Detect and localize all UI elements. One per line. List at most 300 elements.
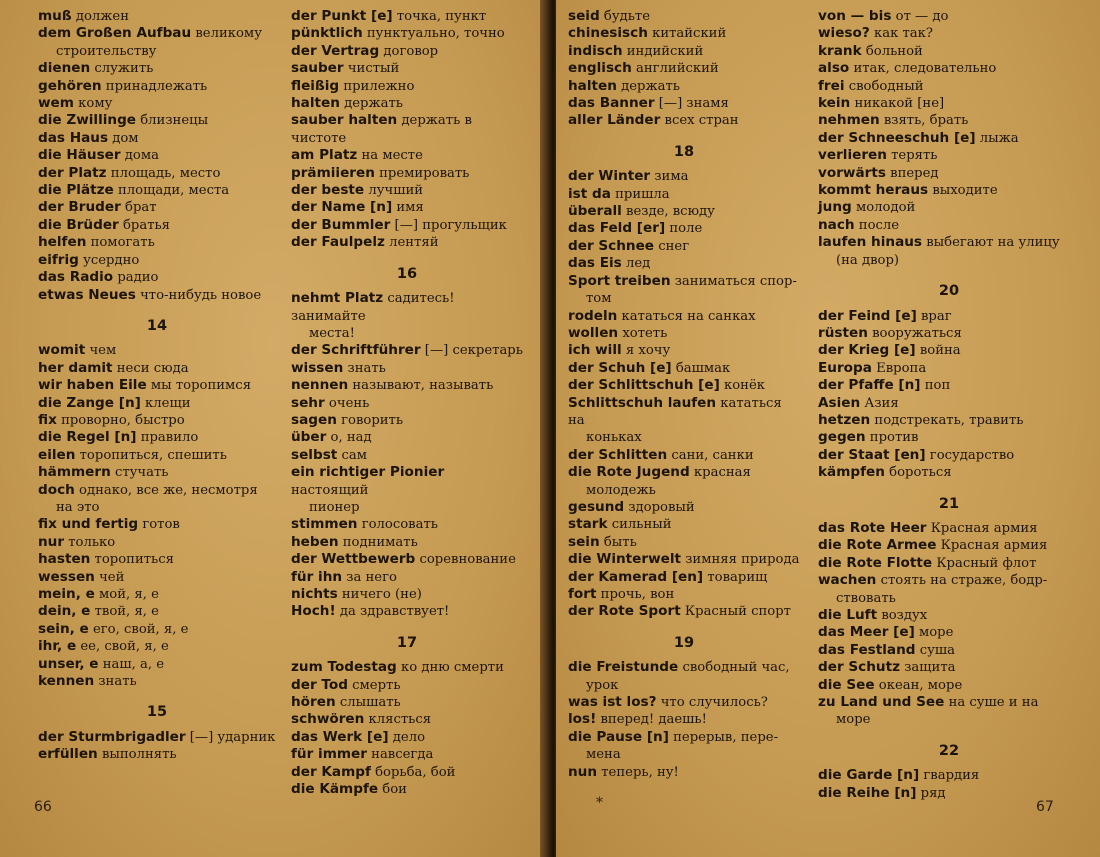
german-term: der Wettbewerb	[291, 551, 416, 568]
german-term: der Bruder	[38, 199, 121, 216]
russian-translation: что-нибудь новое	[140, 287, 262, 303]
german-term: sein, e	[38, 620, 89, 637]
german-term: halten	[291, 95, 340, 112]
vocab-entry	[291, 395, 523, 412]
russian-translation: государство	[929, 447, 1015, 463]
vocab-entry	[38, 360, 276, 377]
russian-translation: держать в чистоте	[291, 113, 477, 146]
vocab-entry	[291, 43, 523, 60]
page-number-right: 67	[1036, 799, 1054, 815]
vocab-entry	[291, 60, 523, 77]
russian-translation: имя	[396, 200, 424, 216]
german-term: die Brüder	[38, 216, 119, 233]
german-term: rodeln	[568, 307, 618, 324]
section-heading: 21	[938, 495, 960, 512]
vocab-entry	[568, 729, 800, 764]
german-term: wem	[38, 95, 74, 112]
german-term: wissen	[291, 359, 344, 376]
german-term: laufen hinaus	[818, 234, 923, 251]
german-term: stimmen	[291, 516, 358, 533]
russian-translation: наш, а, е	[102, 656, 165, 672]
vocab-entry	[568, 95, 800, 112]
vocab-entry	[38, 673, 276, 690]
german-term: fix und fertig	[38, 516, 139, 533]
translation-continuation: ствовать	[836, 590, 896, 606]
russian-translation: чем	[89, 343, 117, 359]
german-term: der Tod	[291, 676, 348, 693]
russian-translation: выбегают на улицу	[926, 235, 1060, 251]
german-term: sein	[568, 533, 600, 550]
german-term: verlieren	[818, 147, 887, 164]
german-term: der Staat [en]	[818, 446, 926, 463]
vocab-entry	[568, 711, 800, 728]
german-term: von — bis	[818, 8, 892, 24]
russian-translation: прочь, вон	[600, 587, 675, 602]
vocab-entry	[818, 43, 1080, 60]
russian-translation: дело	[392, 729, 426, 745]
vocab-entry	[568, 360, 800, 377]
german-term: erfüllen	[38, 746, 98, 763]
german-term: die Garde [n]	[818, 767, 920, 784]
vocab-entry	[818, 572, 1080, 607]
russian-translation: Азия	[864, 395, 899, 411]
russian-translation: поднимать	[342, 534, 418, 550]
vocab-entry	[291, 586, 523, 603]
russian-translation: служить	[94, 61, 154, 77]
vocab-entry	[568, 203, 800, 220]
translation-continuation: (на двор)	[836, 252, 900, 268]
german-term: gehören	[38, 77, 102, 94]
vocab-entry	[38, 252, 276, 269]
german-term: ihr, e	[38, 638, 77, 655]
german-term: nehmt Platz	[291, 290, 384, 307]
vocab-entry	[818, 659, 1080, 676]
russian-translation: хотеть	[622, 325, 668, 341]
russian-translation: на месте	[361, 148, 423, 164]
vocab-entry	[38, 412, 276, 429]
vocab-entry	[291, 182, 523, 199]
russian-translation: враг	[921, 308, 952, 324]
german-term: dienen	[38, 60, 91, 77]
german-term: wieso?	[818, 25, 870, 42]
german-term: am Platz	[291, 147, 358, 164]
vocab-entry	[818, 642, 1080, 659]
vocab-entry	[38, 621, 276, 638]
german-term: also	[818, 60, 850, 77]
russian-translation: лед	[625, 256, 651, 272]
german-term: indisch	[568, 42, 623, 59]
russian-translation: Красный флот	[936, 555, 1037, 571]
russian-translation: кататься на санках	[621, 308, 756, 324]
russian-translation: площадь, место	[110, 165, 221, 181]
vocab-entry	[568, 112, 800, 129]
vocab-entry	[291, 412, 523, 429]
russian-translation: проворно, быстро	[61, 412, 185, 428]
vocab-entry	[38, 287, 276, 304]
russian-translation: прилежно	[343, 78, 415, 94]
vocab-entry	[291, 165, 523, 182]
vocab-entry	[568, 464, 800, 499]
german-term: der Schneeschuh [e]	[818, 129, 976, 146]
russian-translation: твой, я, е	[94, 604, 159, 620]
vocab-entry	[38, 395, 276, 412]
vocab-entry	[38, 482, 276, 517]
vocab-entry	[568, 43, 800, 60]
russian-translation: пунктуально, точно	[366, 26, 505, 42]
vocab-entry	[38, 586, 276, 603]
russian-translation: пришла	[615, 186, 670, 202]
german-term: die Plätze	[38, 182, 114, 199]
vocab-entry	[818, 95, 1080, 112]
german-term: ein richtiger Pionier	[291, 464, 445, 481]
german-term: zu Land und See	[818, 694, 945, 711]
russian-translation: мой, я, е	[99, 587, 159, 602]
vocab-entry	[818, 555, 1080, 572]
russian-translation: лыжа	[979, 130, 1019, 146]
vocab-entry	[291, 25, 523, 42]
vocab-entry	[568, 8, 800, 25]
german-term: der Name [n]	[291, 199, 393, 216]
vocab-entry	[818, 112, 1080, 129]
german-term: die Freistunde	[568, 659, 679, 676]
vocab-entry	[818, 325, 1080, 342]
german-term: der Schlittschuh [e]	[568, 377, 720, 394]
german-term: englisch	[568, 60, 632, 77]
german-term: hetzen	[818, 411, 871, 428]
vocab-entry	[818, 624, 1080, 641]
russian-translation: Красная армия	[930, 520, 1038, 536]
russian-translation: поп	[924, 378, 951, 394]
russian-translation: чей	[99, 569, 125, 585]
russian-translation: его, свой, я, е	[92, 621, 189, 637]
russian-translation: перерыв, пере-	[673, 729, 779, 745]
vocab-entry	[291, 360, 523, 377]
russian-translation: площади, места	[117, 183, 230, 199]
russian-translation: знать	[347, 360, 386, 376]
german-term: sauber halten	[291, 112, 398, 129]
german-term: die Regel [n]	[38, 429, 137, 446]
german-term: muß	[38, 8, 72, 24]
russian-translation: индийский	[626, 43, 704, 59]
vocab-entry	[818, 537, 1080, 554]
russian-translation: взять, брать	[883, 113, 969, 129]
german-term: die See	[818, 676, 875, 693]
russian-translation: договор	[383, 43, 439, 59]
german-term: Europa	[818, 359, 872, 376]
russian-translation: держать	[344, 96, 403, 112]
vocab-entry	[291, 377, 523, 394]
german-term: pünktlich	[291, 25, 363, 42]
vocab-entry	[818, 677, 1080, 694]
vocab-entry	[38, 182, 276, 199]
russian-translation: ряд	[920, 785, 946, 801]
russian-translation: стоять на страже, бодр-	[880, 573, 1048, 589]
russian-translation: Красный спорт	[684, 604, 791, 620]
russian-translation: что случилось?	[660, 695, 768, 711]
vocab-entry	[818, 520, 1080, 537]
vocab-entry	[818, 360, 1080, 377]
german-term: gegen	[818, 429, 866, 446]
german-term: der Bummler	[291, 216, 391, 233]
german-term: frei	[818, 77, 845, 94]
russian-translation: английский	[635, 61, 719, 77]
russian-translation: голосовать	[361, 517, 438, 533]
russian-translation: однако, все же, несмотря	[79, 482, 258, 498]
russian-translation: о, над	[330, 430, 372, 446]
german-term: das Festland	[818, 641, 916, 658]
russian-translation: как так?	[873, 26, 933, 42]
section-heading: 16	[396, 265, 418, 282]
vocab-entry	[291, 516, 523, 533]
vocab-entry	[291, 217, 523, 234]
russian-translation: ко дню смерти	[400, 660, 504, 676]
translation-continuation: том	[586, 291, 612, 307]
russian-translation: свободный час,	[682, 660, 790, 676]
german-term: kennen	[38, 673, 95, 690]
russian-translation: соревнование	[419, 552, 516, 568]
german-term: die Rote Jugend	[568, 464, 690, 481]
german-term: womit	[38, 342, 86, 359]
russian-translation: китайский	[652, 26, 727, 42]
russian-translation: против	[869, 430, 919, 446]
vocab-entry	[291, 603, 523, 620]
german-term: her damit	[38, 359, 113, 376]
russian-translation: Европа	[876, 360, 927, 376]
vocab-entry	[818, 60, 1080, 77]
german-term: prämiieren	[291, 164, 375, 181]
russian-translation: свободный	[848, 78, 924, 94]
vocab-entry	[568, 255, 800, 272]
german-term: sagen	[291, 411, 337, 428]
translation-continuation: мена	[586, 747, 621, 763]
vocab-entry	[818, 447, 1080, 464]
german-term: der Faulpelz	[291, 234, 385, 251]
vocab-entry	[568, 25, 800, 42]
vocab-entry	[291, 659, 523, 676]
german-term: Asien	[818, 394, 861, 411]
german-term: Hoch!	[291, 603, 336, 620]
russian-translation: воздух	[881, 608, 928, 623]
vocab-entry	[568, 586, 800, 603]
section-heading: 14	[146, 317, 168, 334]
left-page	[0, 0, 548, 857]
russian-translation: очень	[328, 395, 370, 411]
german-term: sehr	[291, 394, 325, 411]
vocab-entry	[818, 147, 1080, 164]
german-term: die Rote Armee	[818, 537, 937, 554]
footnote-mark: *	[596, 795, 603, 811]
translation-continuation: коньках	[586, 430, 642, 446]
vocab-entry	[291, 429, 523, 446]
vocab-entry	[568, 342, 800, 359]
vocab-entry	[291, 746, 523, 763]
german-term: das Radio	[38, 269, 114, 286]
german-term: etwas Neues	[38, 286, 136, 303]
german-term: über	[291, 429, 327, 446]
russian-translation: итак, следовательно	[853, 61, 997, 77]
section-heading: 18	[673, 143, 695, 160]
german-term: der Schriftführer	[291, 342, 421, 359]
russian-translation: конёк	[724, 378, 766, 394]
russian-translation: гвардия	[923, 768, 980, 784]
german-term: eifrig	[38, 251, 79, 268]
vocab-entry	[568, 516, 800, 533]
right-page-column-1	[568, 8, 800, 781]
russian-translation: только	[68, 534, 116, 550]
vocab-entry	[38, 569, 276, 586]
german-term: das Haus	[38, 129, 109, 146]
vocab-entry	[291, 8, 523, 25]
left-page-column-1	[38, 8, 276, 764]
vocab-entry	[818, 464, 1080, 481]
russian-translation: дома	[124, 148, 159, 164]
german-term: für immer	[291, 746, 367, 763]
vocab-entry	[568, 78, 800, 95]
german-term: kämpfen	[818, 464, 885, 481]
left-page-column-2	[291, 8, 523, 798]
russian-translation: держать	[621, 78, 680, 94]
russian-translation: вперед! даешь!	[600, 712, 707, 728]
vocab-entry	[291, 551, 523, 568]
vocab-entry	[818, 25, 1080, 42]
german-term: fleißig	[291, 77, 340, 94]
vocab-entry	[568, 273, 800, 308]
vocab-entry	[818, 377, 1080, 394]
german-term: der Winter	[568, 168, 651, 185]
russian-translation: братья	[122, 217, 170, 233]
german-term: der Kamerad [en]	[568, 568, 704, 585]
german-term: kein	[818, 95, 851, 112]
vocab-entry	[291, 234, 523, 251]
german-term: hasten	[38, 551, 91, 568]
translation-continuation: молодежь	[586, 482, 656, 498]
vocab-entry	[291, 781, 523, 798]
german-term: der Platz	[38, 164, 107, 181]
vocab-entry	[38, 656, 276, 673]
russian-translation: вооружаться	[872, 325, 962, 341]
german-term: heben	[291, 533, 339, 550]
vocab-entry	[818, 199, 1080, 216]
russian-translation: на суше и на	[948, 695, 1039, 711]
russian-translation: ничего (не)	[341, 587, 422, 602]
section-heading: 15	[146, 704, 168, 721]
vocab-entry	[568, 603, 800, 620]
german-term: mein, e	[38, 586, 95, 602]
russian-translation: брат	[125, 200, 157, 216]
german-term: dein, e	[38, 603, 91, 620]
german-term: nehmen	[818, 112, 880, 129]
russian-translation: [—] знамя	[658, 96, 729, 112]
russian-translation: [—] секретарь	[424, 343, 523, 359]
vocab-entry	[38, 603, 276, 620]
translation-continuation: урок	[586, 677, 619, 693]
vocab-entry	[291, 342, 523, 359]
german-term: unser, e	[38, 655, 99, 672]
russian-translation: никакой [не]	[854, 96, 945, 112]
russian-translation: зима	[654, 169, 689, 185]
vocab-entry	[818, 217, 1080, 234]
vocab-entry	[291, 78, 523, 95]
german-term: der Vertrag	[291, 42, 380, 59]
russian-translation: настоящий	[291, 482, 369, 498]
german-term: kommt heraus	[818, 182, 929, 199]
vocab-entry	[291, 729, 523, 746]
russian-translation: стучать	[114, 465, 169, 481]
vocab-entry	[38, 342, 276, 359]
german-term: jung	[818, 199, 852, 216]
russian-translation: сани, санки	[671, 447, 754, 463]
german-term: aller Länder	[568, 112, 661, 129]
russian-translation: от — до	[895, 9, 949, 24]
russian-translation: всех стран	[664, 113, 739, 129]
section-heading: 17	[396, 634, 418, 651]
russian-translation: война	[919, 343, 961, 359]
section-heading: 19	[673, 634, 695, 651]
russian-translation: лучший	[368, 183, 424, 199]
vocab-entry	[568, 499, 800, 516]
vocab-entry	[38, 25, 276, 60]
vocab-entry	[568, 220, 800, 237]
german-term: das Meer [e]	[818, 624, 915, 641]
russian-translation: лентяй	[389, 235, 439, 251]
german-term: das Eis	[568, 255, 622, 272]
russian-translation: знать	[98, 674, 137, 690]
german-term: der Punkt [e]	[291, 8, 393, 24]
vocab-entry	[38, 551, 276, 568]
russian-translation: принадлежать	[105, 78, 208, 94]
vocab-entry	[291, 694, 523, 711]
german-term: das Rote Heer	[818, 519, 927, 536]
russian-translation: терять	[891, 148, 938, 164]
vocab-entry	[818, 342, 1080, 359]
russian-translation: смерть	[352, 677, 401, 693]
vocab-entry	[38, 112, 276, 129]
translation-continuation: море	[836, 712, 871, 728]
vocab-entry	[38, 234, 276, 251]
vocab-entry	[568, 551, 800, 568]
german-term: krank	[818, 42, 862, 59]
vocab-entry	[568, 569, 800, 586]
german-term: überall	[568, 203, 622, 220]
german-term: halten	[568, 77, 617, 94]
section-heading: 22	[938, 742, 960, 759]
german-term: eilen	[38, 446, 76, 463]
german-term: schwören	[291, 711, 365, 728]
german-term: die Rote Flotte	[818, 554, 933, 571]
section-heading: 20	[938, 283, 960, 300]
vocab-entry	[38, 217, 276, 234]
german-term: der Schutz	[818, 659, 901, 676]
russian-translation: радио	[117, 270, 159, 286]
russian-translation: клещи	[145, 395, 191, 411]
russian-translation: садитесь! занимайте	[291, 291, 459, 324]
russian-translation: сильный	[611, 517, 672, 533]
vocab-entry	[38, 464, 276, 481]
german-term: nach	[818, 216, 855, 233]
russian-translation: заниматься спор-	[674, 273, 797, 289]
german-term: chinesisch	[568, 25, 648, 42]
vocab-entry	[38, 147, 276, 164]
russian-translation: мы торопимся	[150, 378, 252, 394]
vocab-entry	[38, 638, 276, 655]
translation-continuation: места!	[309, 325, 355, 341]
german-term: die Pause [n]	[568, 728, 669, 745]
german-term: die Häuser	[38, 147, 121, 164]
russian-translation: должен	[75, 9, 129, 24]
russian-translation: после	[858, 217, 900, 233]
vocab-entry	[291, 199, 523, 216]
german-term: wessen	[38, 568, 95, 585]
